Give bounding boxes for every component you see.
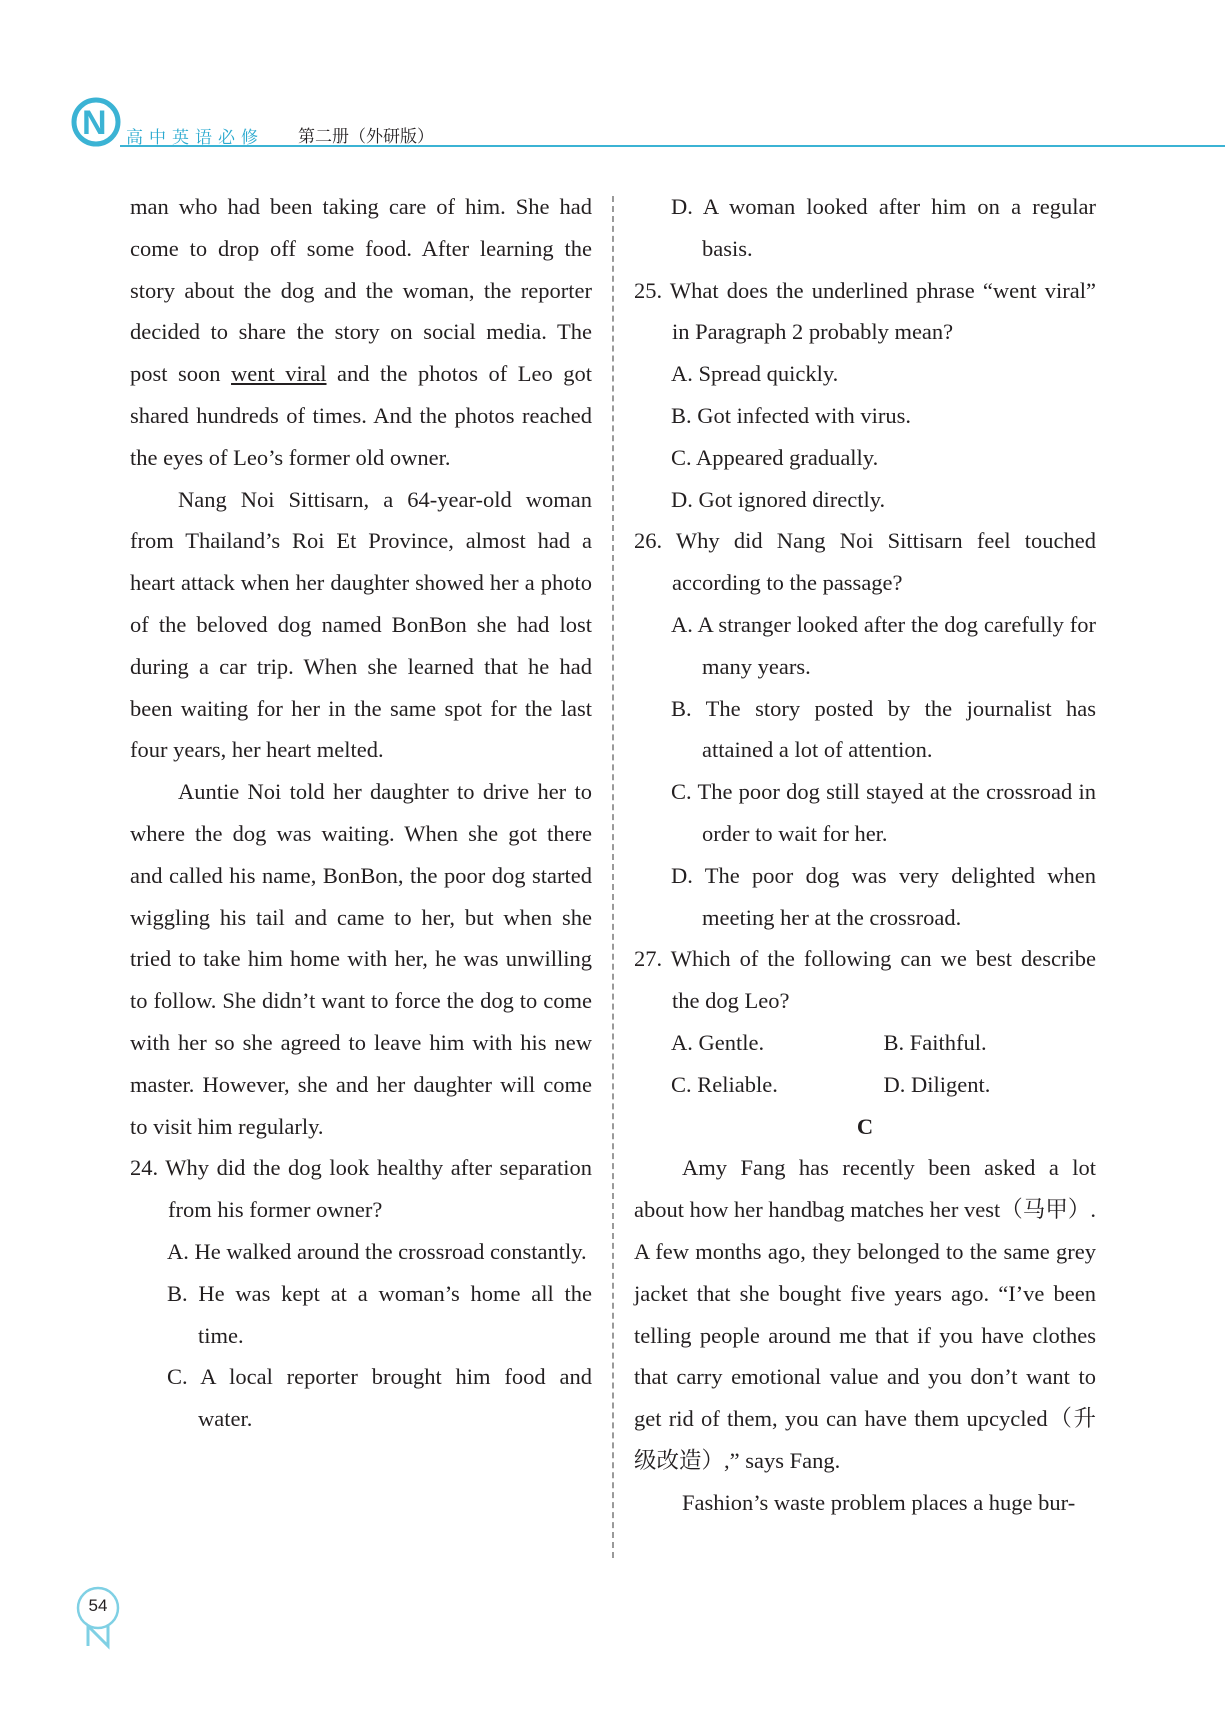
option-24d: D. A woman looked after him on a regular basis. (671, 194, 1096, 261)
option-24a: A. He walked around the crossroad constantly. (167, 1238, 587, 1264)
option-26d: D. The poor dog was very delighted when meeting her at the crossroad. (671, 862, 1096, 930)
option-26b: B. The story posted by the journalist has attained a lot of attention. (671, 695, 1096, 763)
n-logo-icon (70, 96, 126, 148)
left-column (130, 186, 592, 1440)
question-25: 25. What does the underlined phrase “went viral” in Paragraph 2 probably mean? (634, 277, 1096, 345)
paragraph: Amy Fang has recently been asked a lot about how her handbag matches her vest（马甲）. A few months ago, they belonged to the same grey jacket that she bought five years ago. “I’ve been telling people around me that if you have clothes that carry emotional value and you don’t want to get rid of them, you can have them upcycled（升级改造）,” says Fang. (634, 1155, 1096, 1473)
question-26: 26. Why did Nang Noi Sittisarn feel touched according to the passage? (634, 528, 1096, 596)
option-27b: B. Faithful. (883, 1029, 987, 1055)
underlined-phrase: went viral (231, 361, 327, 387)
right-column (634, 186, 1096, 1524)
paragraph: Fashion’s waste problem places a huge bur- (682, 1489, 1076, 1515)
option-24b: B. He was kept at a woman’s home all the time. (167, 1280, 592, 1348)
option-26a: A. A stranger looked after the dog carefully for many years. (671, 611, 1096, 679)
option-27d: D. Diligent. (883, 1071, 991, 1097)
option-27a: A. Gentle. (671, 1029, 765, 1055)
section-heading: C (856, 1113, 874, 1139)
option-26c: C. The poor dog still stayed at the crossroad in order to wait for her. (671, 779, 1096, 846)
options-27-row1 (634, 1022, 1096, 1064)
column-divider (612, 196, 614, 1558)
question-24: 24. Why did the dog look healthy after separation from his former owner? (130, 1155, 592, 1223)
option-25a: A. Spread quickly. (671, 361, 839, 387)
page-number: 54 (88, 1596, 108, 1615)
option-27c: C. Reliable. (671, 1071, 778, 1097)
question-27: 27. Which of the following can we best describe the dog Leo? (634, 946, 1096, 1014)
paragraph: Auntie Noi told her daughter to drive her to where the dog was waiting. When she got there and called his name, BonBon, the poor dog started wiggling his tail and came to her, but when she tried to take him home with her, he was unwilling to follow. She didn’t want to force the dog to come with her so she agreed to leave him with his new master. However, she and her daughter will come to visit him regularly. (130, 779, 592, 1139)
page-number-badge (72, 1586, 124, 1650)
series-title: 高中英语必修 (126, 128, 264, 148)
option-25b: B. Got infected with virus. (671, 402, 911, 428)
options-27-row2 (634, 1064, 1096, 1106)
header-rule (120, 145, 1225, 147)
option-25c: C. Appeared gradually. (671, 444, 879, 470)
paragraph: man who had been taking care of him. She had come to drop off some food. After learning the story about the dog and the woman, the reporter decided to share the story on social media. The post soon went viral and the photos of Leo got shared hundreds of times. And the photos reached the eyes of Leo’s former old owner. (130, 194, 593, 470)
option-24c: C. A local reporter brought him food and water. (167, 1364, 592, 1432)
page-header (70, 96, 1225, 156)
paragraph: Nang Noi Sittisarn, a 64-year-old woman from Thailand’s Roi Et Province, almost had a heart attack when her daughter showed her a photo of the beloved dog named BonBon she had lost during a car trip. When she learned that he had been waiting for her in the same spot for the last four years, her heart melted. (130, 486, 592, 763)
book-title: 第二册（外研版） (298, 127, 434, 147)
option-25d: D. Got ignored directly. (671, 486, 886, 512)
svg-text:N: N (82, 104, 107, 142)
